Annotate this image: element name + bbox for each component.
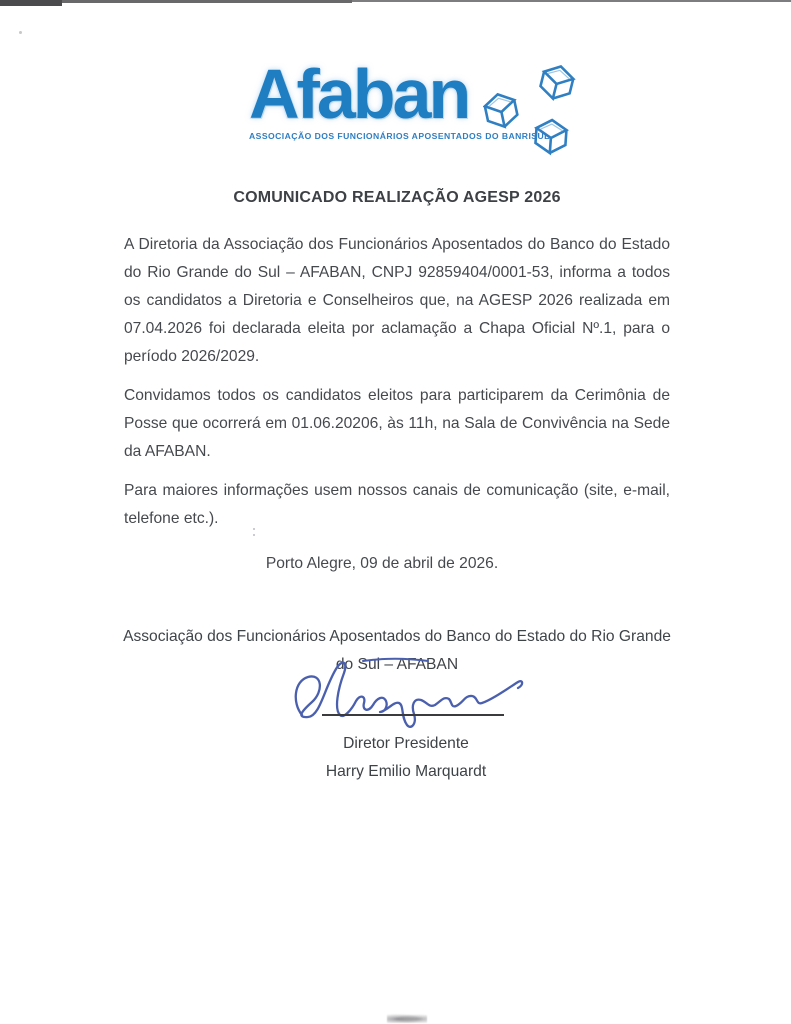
document-title: COMUNICADO REALIZAÇÃO AGESP 2026 <box>233 189 561 206</box>
scan-artifact-top-edge <box>0 0 791 7</box>
paragraph-invitation: Convidamos todos os candidatos eleitos para participarem da Cerimônia de Posse que ocorrerá em 01.06.20206, às 11h, na Sala de Convivência na Sede da AFABAN. <box>124 387 670 460</box>
afaban-tagline: ASSOCIAÇÃO DOS FUNCIONÁRIOS APOSENTADOS DO BANRISUL <box>249 131 550 141</box>
signature-organization-line1: Associação dos Funcionários Aposentados do Banco do Estado do Rio Grande <box>123 628 671 645</box>
signature-line <box>322 714 504 716</box>
letter-body <box>124 184 670 786</box>
signatory-role: Diretor Presidente <box>343 735 469 752</box>
paragraph-announcement: A Diretoria da Associação dos Funcionários Aposentados do Banco do Estado do Rio Grande do Sul – AFABAN, CNPJ 92859404/0001-53, informa a todos os candidatos a Diretoria e Conselheiros que, na AGESP 2026 realizada em 07.04.2026 foi declarada eleita por aclamação a Chapa Oficial Nº.1, para o período 2026/2029. <box>124 236 670 365</box>
signature-organization-line2: do Sul – AFABAN <box>335 656 459 673</box>
paragraph-contact: Para maiores informações usem nossos canais de comunicação (site, e-mail, telefone etc.). <box>124 482 670 527</box>
signatory-name: Harry Emilio Marquardt <box>325 763 487 780</box>
afaban-wordmark: Afaban <box>249 55 469 133</box>
banrisul-cubes-icon <box>483 64 589 160</box>
scan-artifact-bottom-cutoff <box>387 1013 427 1023</box>
dateline: Porto Alegre, 09 de abril de 2026. <box>265 555 499 572</box>
signature-block <box>124 623 670 786</box>
scan-speck <box>19 31 22 34</box>
signature-area <box>124 679 670 725</box>
